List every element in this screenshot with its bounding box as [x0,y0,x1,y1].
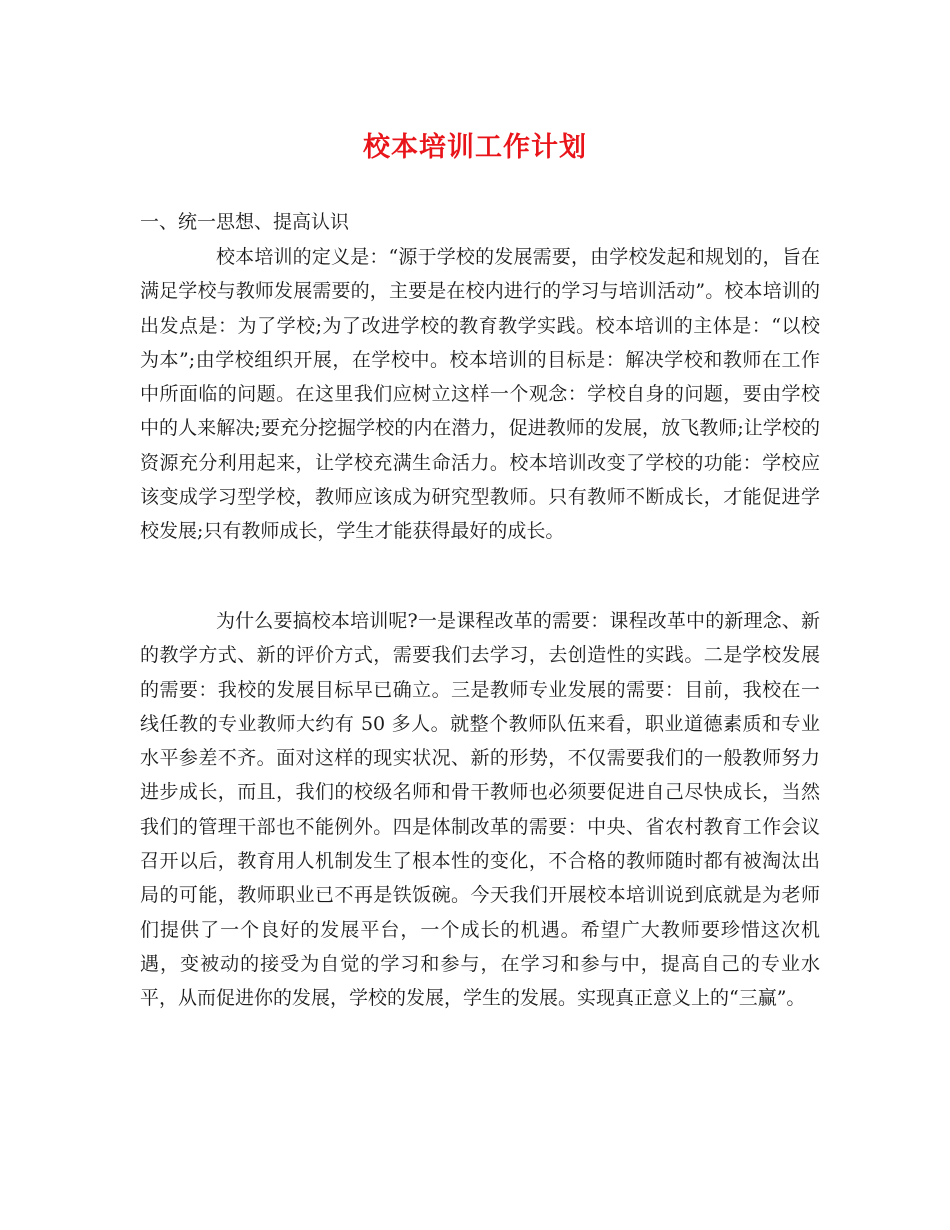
section-heading: 一、统一思想、提高认识 [140,211,350,233]
paragraph-reasons: 为什么要搞校本培训呢?一是课程改革的需要：课程改革中的新理念、新的教学方式、新的评价方式，需要我们去学习，去创造性的实践。二是学校发展的需要：我校的发展目标早已确立。三是教师专业发展的需要：目前，我校在一线任教的专业教师大约有 50 多人。就整个教师队伍来看，职业道德素质和专业水平参差不齐。面对这样的现实状况、新的形势，不仅需要我们的一般教师努力进步成长，而且，我们的校级名师和骨干教师也必须要促进自己尽快成长，当然我们的管理干部也不能例外。四是体制改革的需要：中央、省农村教育工作会议召开以后，教育用人机制发生了根本性的变化，不合格的教师随时都有被淘汰出局的可能，教师职业已不再是铁饭碗。今天我们开展校本培训说到底就是为老师们提供了一个良好的发展平台，一个成长的机遇。希望广大教师要珍惜这次机遇，变被动的接受为自觉的学习和参与，在学习和参与中，提高自己的专业水平，从而促进你的发展，学校的发展，学生的发展。实现真正意义上的“三赢”。 [140,610,820,1010]
document-title: 校本培训工作计划 [363,132,587,163]
paragraph-definition: 校本培训的定义是：“源于学校的发展需要，由学校发起和规划的，旨在满足学校与教师发展需要的，主要是在校内进行的学习与培训活动”。校本培训的出发点是：为了学校;为了改进学校的教育教学实践。校本培训的主体是：“以校为本”;由学校组织开展，在学校中。校本培训的目标是：解决学校和教师在工作中所面临的问题。在这里我们应树立这样一个观念：学校自身的问题，要由学校中的人来解决;要充分挖掘学校的内在潜力，促进教师的发展，放飞教师;让学校的资源充分利用起来，让学校充满生命活力。校本培训改变了学校的功能：学校应该变成学习型学校，教师应该成为研究型教师。只有教师不断成长，才能促进学校发展;只有教师成长，学生才能获得最好的成长。 [140,246,820,543]
